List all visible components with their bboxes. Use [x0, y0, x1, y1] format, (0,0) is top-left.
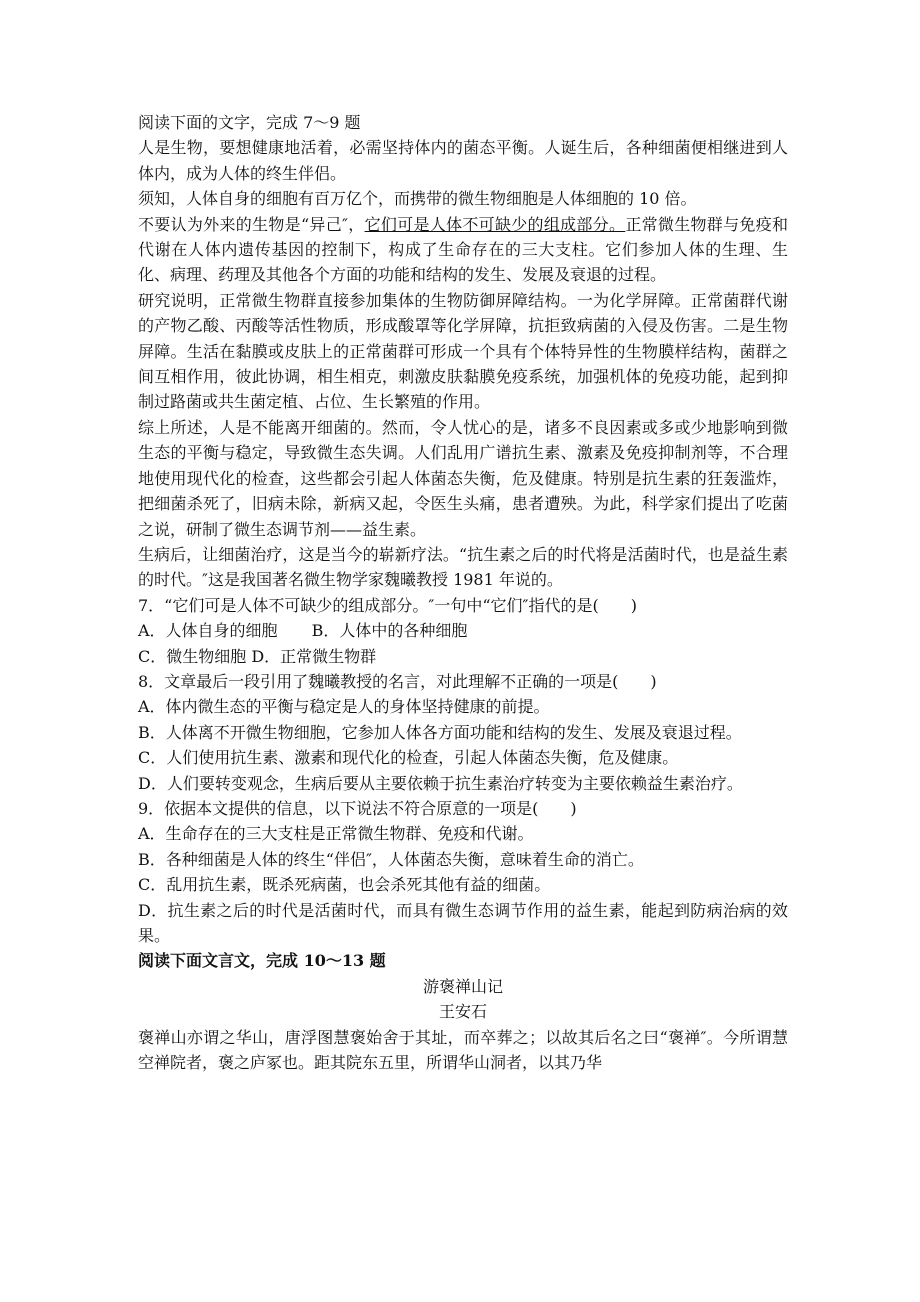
paragraph-3-after: 正常微生物群与免疫和代谢在人体内遗传基因的控制下，构成了生命存在的三大支柱。它们参加人体的生理、生化、病理、药理及其他各个方面的功能和结构的发生、发展及衰退的过程。	[138, 214, 788, 285]
question-8-option-c: C．人们使用抗生素、激素和现代化的检查，引起人体菌态失衡，危及健康。	[138, 748, 679, 768]
question-7-stem: 7．“它们可是人体不可缺少的组成部分。″一句中“它们″指代的是( )	[138, 595, 637, 615]
paragraph-3	[138, 212, 788, 288]
paragraph-3-before: 不要认为外来的生物是“异己″，	[138, 214, 365, 234]
paragraph-4: 研究说明，正常微生物群直接参加集体的生物防御屏障结构。一为化学屏障。正常菌群代谢的产物乙酸、丙酸等活性物质，形成酸罩等化学屏障，抗拒致病菌的入侵及伤害。二是生物屏障。生活在黏膜或皮肤上的正常菌群可形成一个具有个体特异性的生物膜样结构，菌群之间互相作用，彼此协调，相生相克，刺激皮肤黏膜免疫系统，加强机体的免疫功能，起到抑制过路菌或共生菌定植、占位、生长繁殖的作用。	[138, 290, 788, 412]
question-9-option-b: B．各种细菌是人体的终生“伴侣″，人体菌态失衡，意味着生命的消亡。	[138, 849, 644, 869]
paragraph-6: 生病后，让细菌治疗，这是当今的崭新疗法。“抗生素之后的时代将是活菌时代，也是益生素的时代。″这是我国著名微生物学家魏曦教授 1981 年说的。	[138, 544, 788, 590]
question-8-stem: 8．文章最后一段引用了魏曦教授的名言，对此理解不正确的一项是( )	[138, 671, 657, 691]
question-9-stem: 9．依据本文提供的信息，以下说法不符合原意的一项是( )	[138, 798, 577, 818]
question-7-options-ab	[138, 618, 788, 643]
question-7-options-cd: C．微生物细胞 D．正常微生物群	[138, 646, 377, 666]
paragraph-2: 须知，人体自身的细胞有百万亿个，而携带的微生物细胞是人体细胞的 10 倍。	[138, 189, 697, 209]
question-7-option-b: B．人体中的各种细胞	[311, 621, 468, 641]
section-heading-10-13: 阅读下面文言文，完成 10～13 题	[138, 951, 386, 971]
question-8-option-b: B．人体离不开微生物细胞，它参加人体各方面功能和结构的发生、发展及衰退过程。	[138, 722, 742, 742]
question-7-option-a: A．人体自身的细胞	[138, 621, 278, 641]
section-heading-7-9: 阅读下面的文字，完成 7～9 题	[138, 113, 361, 132]
paragraph-5: 综上所述，人是不能离开细菌的。然而，令人忧心的是，诸多不良因素或多或少地影响到微生态的平衡与稳定，导致微生态失调。人们乱用广谱抗生素、激素及免疫抑制剂等，不合理地使用现代化的检查，这些都会引起人体菌态失衡，危及健康。特别是抗生素的狂轰滥炸，把细菌杀死了，旧病未除，新病又起，令医生头痛，患者遭殃。为此，科学家们提出了吃菌之说，研制了微生态调节剂——益生素。	[138, 417, 788, 539]
question-9-option-c: C．乱用抗生素，既杀死病菌，也会杀死其他有益的细菌。	[138, 875, 551, 895]
question-9-option-d: D．抗生素之后的时代是活菌时代，而具有微生态调节作用的益生素，能起到防病治病的效果。	[138, 900, 788, 945]
question-8-option-a: A．体内微生态的平衡与稳定是人的身体坚持健康的前提。	[138, 697, 550, 717]
poem-author: 王安石	[438, 1002, 487, 1022]
paragraph-7: 褒禅山亦谓之华山，唐浮图慧褒始舍于其址，而卒葬之；以故其后名之曰“褒禅″。今所谓慧空禅院者，褒之庐冢也。距其院东五里，所谓华山洞者，以其乃华	[138, 1027, 788, 1073]
poem-title: 游褒禅山记	[422, 976, 503, 996]
paragraph-1: 人是生物，要想健康地活着，必需坚持体内的菌态平衡。人诞生后，各种细菌便相继进到人体内，成为人体的终生伴侣。	[138, 138, 788, 183]
question-9-option-a: A．生命存在的三大支柱是正常微生物群、免疫和代谢。	[138, 824, 534, 844]
document-page	[138, 110, 788, 1075]
underlined-sentence: 它们可是人体不可缺少的组成部分。	[364, 214, 626, 234]
question-8-option-d: D．人们要转变观念，生病后要从主要依赖于抗生素治疗转变为主要依赖益生素治疗。	[138, 773, 743, 793]
